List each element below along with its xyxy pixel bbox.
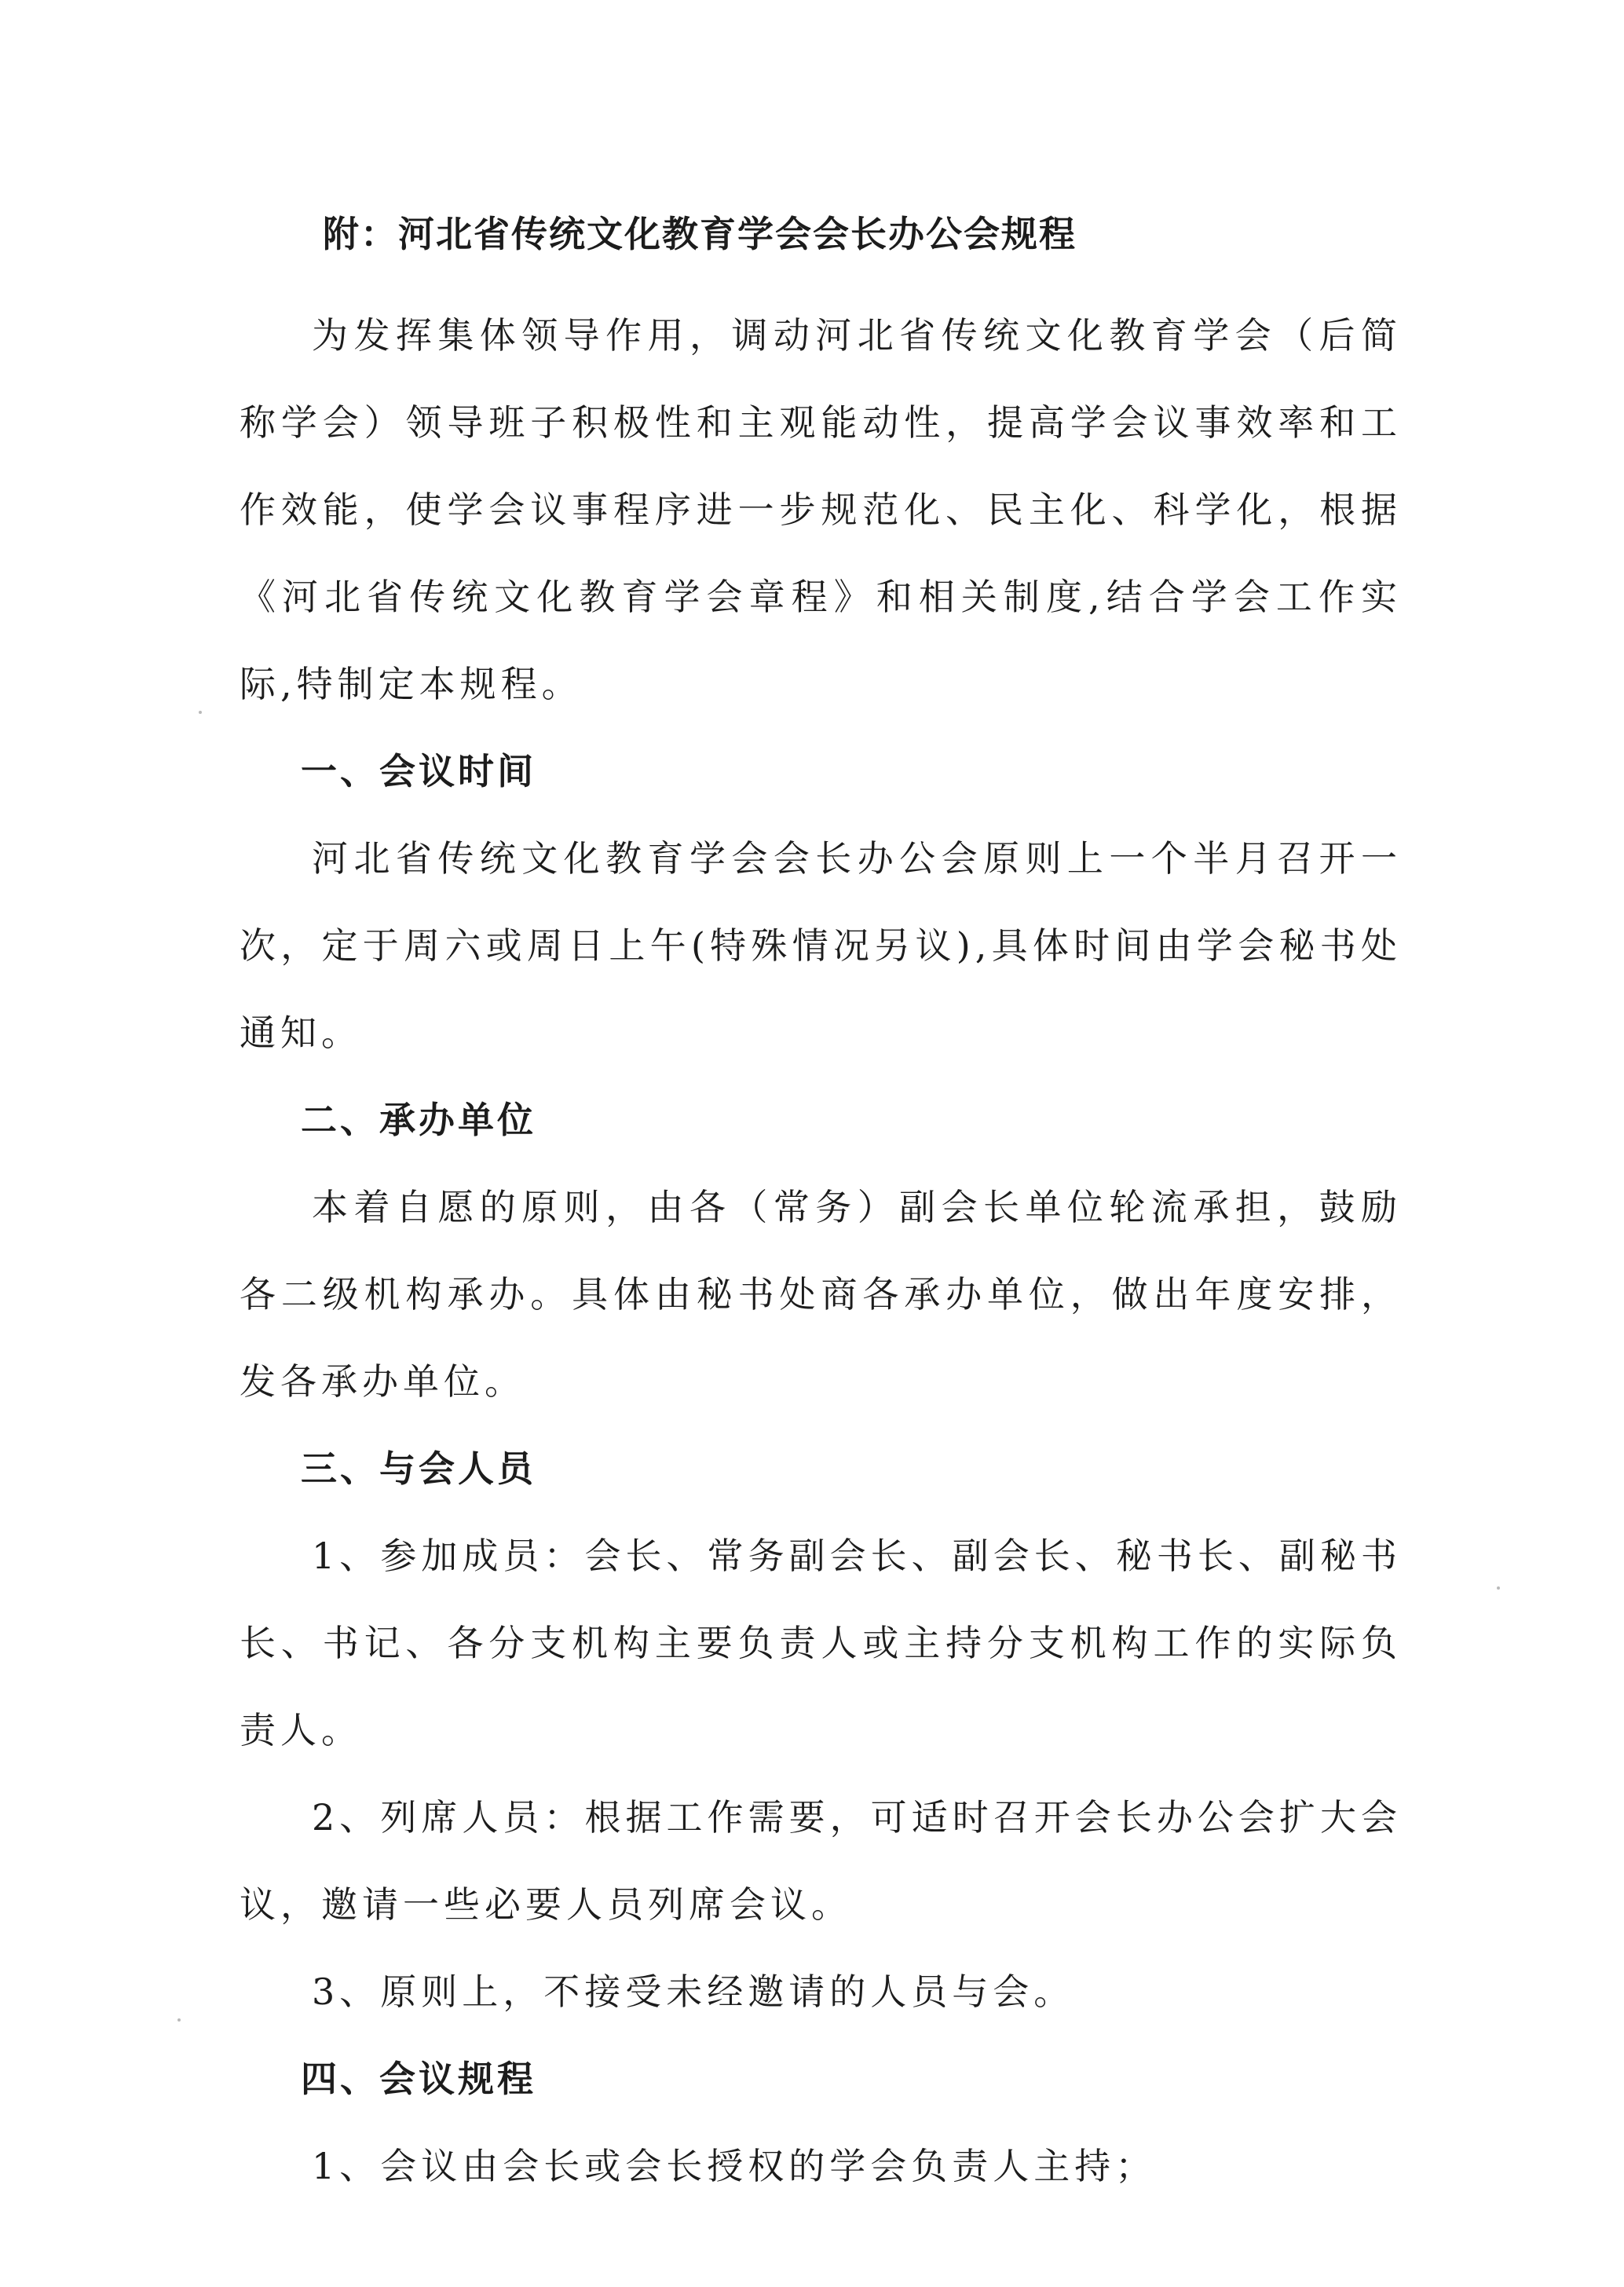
section-heading-attendees: 三、与会人员 (301, 1447, 536, 1490)
section-paragraph: 1、参加成员：会长、常务副会长、副会长、秘书长、副秘书长、书记、各分支机构主要负责人或主持分支机构工作的实际负责人。 (240, 1535, 1402, 1751)
document-body (240, 206, 1402, 2210)
section-paragraph: 1、会议由会长或会长授权的学会负责人主持； (312, 2145, 1157, 2187)
section-heading-meeting-procedure: 四、会议规程 (301, 2058, 536, 2100)
document-title: 附：河北省传统文化教育学会会长办公会规程 (323, 213, 1077, 255)
section-paragraph: 2、列席人员：根据工作需要，可适时召开会长办公会扩大会议，邀请一些必要人员列席会议。 (240, 1796, 1402, 1926)
scan-speck (199, 711, 202, 714)
section-paragraph: 本着自愿的原则，由各（常务）副会长单位轮流承担，鼓励各二级机构承办。具体由秘书处商各承办单位，做出年度安排，发各承办单位。 (240, 1186, 1402, 1403)
section-heading-host-unit: 二、承办单位 (301, 1099, 536, 1141)
section-heading-meeting-time: 一、会议时间 (301, 750, 536, 792)
section-paragraph: 3、原则上，不接受未经邀请的人员与会。 (312, 1970, 1075, 2013)
intro-paragraph: 为发挥集体领导作用，调动河北省传统文化教育学会（后简称学会）领导班子积极性和主观能动性，提高学会议事效率和工作效能，使学会议事程序进一步规范化、民主化、科学化，根据《河北省传统文化教育学会章程》和相关制度,结合学会工作实际,特制定本规程。 (240, 314, 1402, 705)
scan-speck (1497, 1586, 1500, 1590)
section-paragraph: 河北省传统文化教育学会会长办公会原则上一个半月召开一次，定于周六或周日上午(特殊情况另议),具体时间由学会秘书处通知。 (240, 837, 1402, 1054)
scan-speck (177, 2018, 181, 2022)
